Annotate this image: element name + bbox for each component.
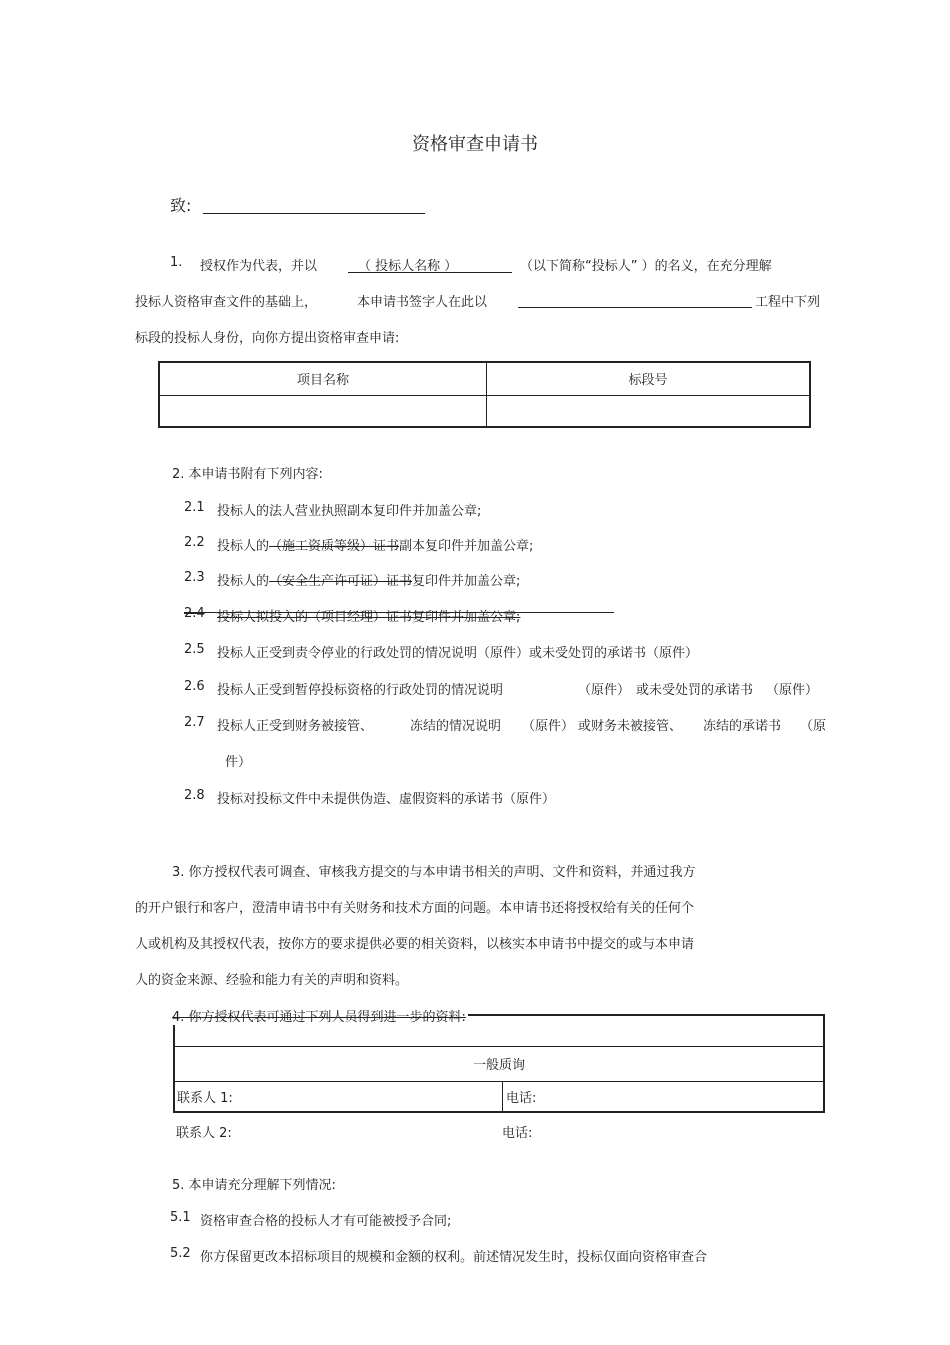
sec2-item-2-5: 投标人正受到责令停业的行政处罚的情况说明（原件）或未受处罚的承诺书（原件） xyxy=(217,646,699,661)
contact-1-label: 联系人 1: xyxy=(174,1081,503,1112)
contact-table xyxy=(173,1014,825,1113)
phone-1-label: 电话: xyxy=(503,1081,825,1112)
sec2-item-2-5-num: 2.5 xyxy=(184,642,205,657)
sec2-item-2-4: 投标人拟投入的（项目经理）证书复印件并加盖公章; xyxy=(217,610,521,625)
bidder-name-line xyxy=(348,272,512,273)
sec2-item-2-7-g: 件） xyxy=(225,755,252,770)
sec2-item-2-6-a: 投标人正受到暂停投标资格的行政处罚的情况说明 xyxy=(217,683,504,698)
sec1-line3: 标段的投标人身份，向你方提出资格审查申请: xyxy=(135,331,400,346)
sec5-item-5-1: 资格审查合格的投标人才有可能被授予合同; xyxy=(200,1214,452,1229)
project-name-cell xyxy=(159,395,487,427)
recipient-blank-line xyxy=(203,213,425,214)
sec5-item-5-1-num: 5.1 xyxy=(170,1210,191,1225)
sec2-item-2-6-num: 2.6 xyxy=(184,679,205,694)
sec2-item-2-4-strike-line xyxy=(184,612,614,613)
sec5-item-5-2-num: 5.2 xyxy=(170,1246,191,1261)
sec1-number: 1. xyxy=(170,255,183,270)
sec3-line-2: 的开户银行和客户，澄清申请书中有关财务和技术方面的问题。本申请书还将授权给有关的任何个 xyxy=(135,901,695,916)
sec2-item-2-8-num: 2.8 xyxy=(184,788,205,803)
sec2-item-2-6-b: （原件） xyxy=(578,683,631,698)
phone-2-label: 电话: xyxy=(502,1126,533,1141)
section-number-cell xyxy=(487,395,811,427)
sec2-item-2-7-b: 冻结的情况说明 xyxy=(410,719,502,734)
sec2-item-2-7-e: 冻结的承诺书 xyxy=(703,719,782,734)
sec2-item-2-2-num: 2.2 xyxy=(184,535,205,550)
sec3-line-1: 3. 你方授权代表可调查、审核我方提交的与本申请书相关的声明、文件和资料，并通过我方 xyxy=(172,865,696,880)
sec1-text-part2: （以下简称“投标人” ）的名义，在充分理解 xyxy=(520,259,772,274)
sec2-item-2-3: 投标人的（安全生产许可证）证书复印件并加盖公章; xyxy=(217,574,521,589)
sec4-heading: 4. 你方授权代表可通过下列人员得到进一步的资料: xyxy=(172,1006,468,1025)
sec3-line-3: 人或机构及其授权代表，按你方的要求提供必要的相关资料，以核实本申请书中提交的或与本申请 xyxy=(135,937,695,952)
to-label: 致: xyxy=(170,196,192,215)
sec2-item-2-1: 投标人的法人营业执照副本复印件并加盖公章; xyxy=(217,504,482,519)
sec2-item-2-7-c: （原件） xyxy=(522,719,575,734)
bidder-name-placeholder: （ 投标人名称 ） xyxy=(358,259,458,274)
sec5-item-5-2: 你方保留更改本招标项目的规模和金额的权利。前述情况发生时，投标仅面向资格审查合 xyxy=(200,1250,708,1265)
sec2-item-2-3-num: 2.3 xyxy=(184,570,205,585)
sec2-item-2-7-f: （原 xyxy=(800,719,827,734)
sec2-heading: 2. 本申请书附有下列内容: xyxy=(172,467,323,482)
project-table xyxy=(158,361,811,428)
sec5-heading: 5. 本申请充分理解下列情况: xyxy=(172,1178,336,1193)
sec2-item-2-6-d: （原件） xyxy=(766,683,819,698)
sec1-text-part1: 授权作为代表，并以 xyxy=(200,259,318,274)
sec1-line2-a: 投标人资格审查文件的基础上， xyxy=(135,295,318,310)
sec2-item-2-7-num: 2.7 xyxy=(184,715,205,730)
section-number-header: 标段号 xyxy=(487,362,811,395)
project-name-header: 项目名称 xyxy=(159,362,487,395)
sec1-line2-b: 本申请书签字人在此以 xyxy=(357,295,488,310)
page-title: 资格审查申请书 xyxy=(412,134,538,155)
sec2-item-2-7-d: 或财务未被接管、 xyxy=(578,719,683,734)
sec2-item-2-2: 投标人的（施工资质等级）证书副本复印件并加盖公章; xyxy=(217,539,534,554)
project-name-line xyxy=(518,307,752,308)
general-inquiry-header: 一般质询 xyxy=(174,1046,824,1081)
sec2-item-2-6-c: 或未受处罚的承诺书 xyxy=(636,683,754,698)
sec3-line-4: 人的资金来源、经验和能力有关的声明和资料。 xyxy=(135,973,409,988)
sec2-item-2-8: 投标对投标文件中未提供伪造、虚假资料的承诺书（原件） xyxy=(217,792,556,807)
sec2-item-2-1-num: 2.1 xyxy=(184,500,205,515)
contact-2-label: 联系人 2: xyxy=(176,1126,232,1141)
sec2-item-2-7-a: 投标人正受到财务被接管、 xyxy=(217,719,374,734)
sec1-line2-c: 工程中下列 xyxy=(755,295,821,310)
sec2-item-2-4-num: 2.4 xyxy=(184,606,205,621)
